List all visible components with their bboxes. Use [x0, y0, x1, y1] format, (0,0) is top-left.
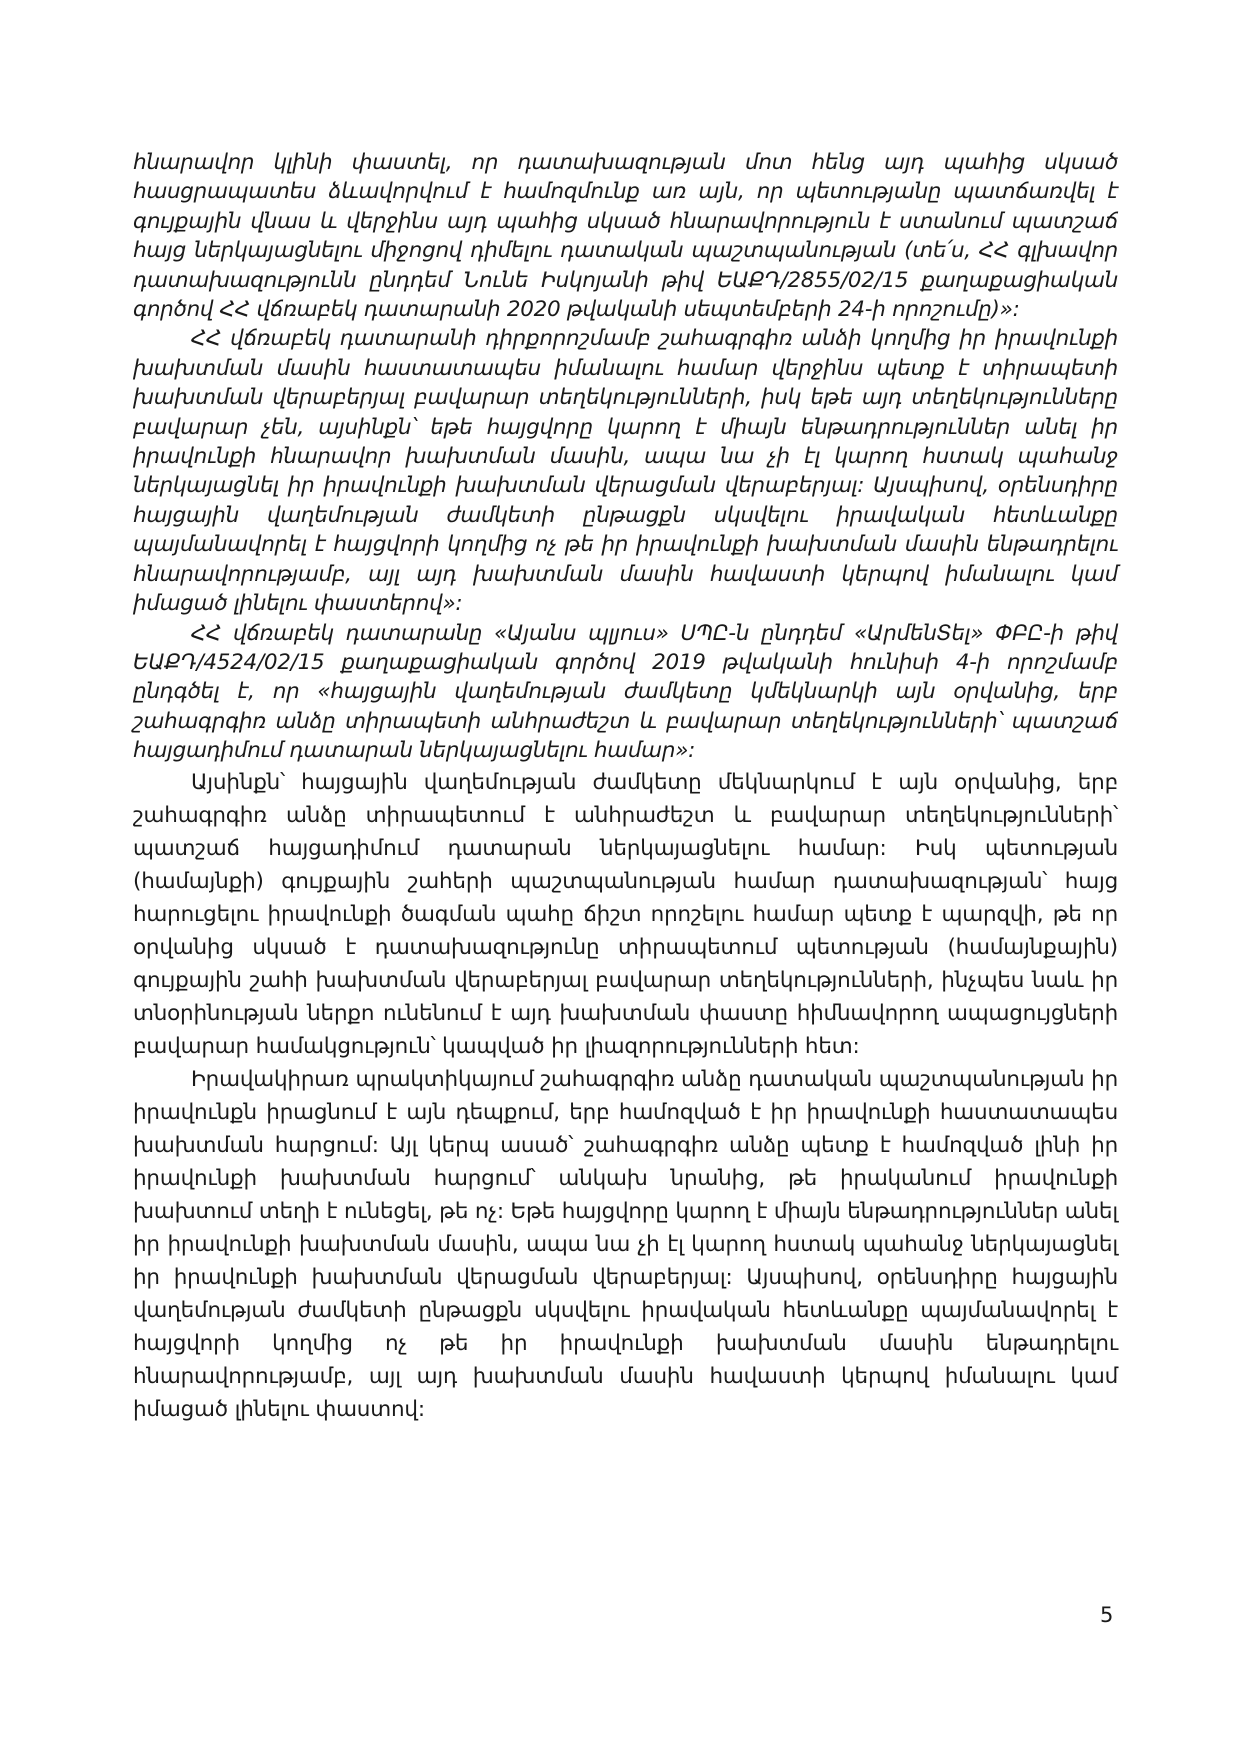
page-number: 5 — [1100, 1603, 1114, 1627]
document-page — [133, 148, 1118, 1426]
paragraph-court-decision: ՀՀ վճռաբեկ դատարանը «Այանս պլյուս» ՍՊԸ-ն ընդդեմ «ԱրմենՏել» ՓԲԸ-ի թիվ ԵԱՔԴ/4524/02/15 քաղաքացիական գործով 2019 թվականի հունիսի 4-ի որոշմամբ ընդգծել է, որ «հայցային վաղեմության ժամկետը կմեկնարկի այն օրվանից, երբ շահագրգիռ անձը տիրապետի անհրաժեշտ և բավարար տեղեկությունների՝ պատշաճ հայցադիմում դատարան ներկայացնելու համար»: — [133, 620, 1118, 764]
paragraph-limitation-start: Այսինքն՝ հայցային վաղեմության ժամկետը մեկնարկում է այն օրվանից, երբ շահագրգիռ անձը տիրապետում է անհրաժեշտ և բավարար տեղեկությունների՝ պատշաճ հայցադիմում դատարան ներկայացնելու համար: Իսկ պետության (համայնքի) գույքային շահերի պաշտպանության համար դատախազության՝ հայց հարուցելու իրավունքի ծագման պահը ճիշտ որոշելու համար պետք է պարզվի, թե որ օրվանից սկսած է դատախազությունը տիրապետում պետության (համայնքային) գույքային շահի խախտման վերաբերյալ բավարար տեղեկությունների, ինչպես նաև իր տնօրինության ներքո ունենում է այդ խախտման փաստը հիմնավորող ապացույցների բավարար համակցություն՝ կապված իր լիազորությունների հետ: — [133, 769, 1118, 1059]
paragraph-practice: Իրավակիրառ պրակտիկայում շահագրգիռ անձը դատական պաշտպանության իր իրավունքն իրացնում է այն դեպքում, երբ համոզված է իր իրավունքի հաստատապես խախտման հարցում: Այլ կերպ ասած՝ շահագրգիռ անձը պետք է համոզված լինի իր իրավունքի խախտման հարցում՝ անկախ նրանից, թե իրականում իրավունքի խախտում տեղի է ունեցել, թե ոչ: Եթե հայցվորը կարող է միայն ենթադրություններ անել իր իրավունքի խախտման մասին, ապա նա չի էլ կարող հստակ պահանջ ներկայացնել իր իրավունքի խախտման վերացման վերաբերյալ: Այսպիսով, օրենսդիրը հայցային վաղեմության ժամկետի ընթացքն սկսվելու իրավական հետևանքը պայմանավորել է հայցվորի կողմից ոչ թե իր իրավունքի խախտման մասին ենթադրելու հնարավորությամբ, այլ այդ խախտման մասին հավաստի կերպով իմանալու կամ իմացած լինելու փաստով: — [133, 1066, 1119, 1422]
paragraph-quote-continuation: հնարավոր կլինի փաստել, որ դատախազության մոտ հենց այդ պահից սկսած հասցրապատես ձևավորվում է համոզմունք առ այն, որ պետությանը պատճառվել է գույքային վնաս և վերջինս այդ պահից սկսած հնարավորություն է ստանում պատշաճ հայց ներկայացնելու միջոցով դիմելու դատական պաշտպանության (տե՛ս, ՀՀ գլխավոր դատախազությունն ընդդեմ Նունե Իսկոյանի թիվ ԵԱՔԴ/2855/02/15 քաղաքացիական գործով ՀՀ վճռաբեկ դատարանի 2020 թվականի սեպտեմբերի 24-ի որոշումը)»: — [133, 150, 1118, 323]
paragraph-court-position: ՀՀ վճռաբեկ դատարանի դիրքորոշմամբ շահագրգիռ անձի կողմից իր իրավունքի խախտման մասին հաստատապես իմանալու համար վերջինս պետք է տիրապետի խախտման վերաբերյալ բավարար տեղեկությունների, իսկ եթե այդ տեղեկությունները բավարար չեն, այսինքն՝ եթե հայցվորը կարող է միայն ենթադրություններ անել իր իրավունքի հնարավոր խախտման մասին, ապա նա չի էլ կարող հստակ պահանջ ներկայացնել իր իրավունքի խախտման վերացման վերաբերյալ: Այսպիսով, օրենսդիրը հայցային վաղեմության ժամկետի ընթացքն սկսվելու իրավական հետևանքը պայմանավորել է հայցվորի կողմից ոչ թե իր իրավունքի խախտման մասին ենթադրելու հնարավորությամբ, այլ այդ խախտման մասին հավաստի կերպով իմանալու կամ իմացած լինելու փաստերով»: — [133, 326, 1118, 617]
